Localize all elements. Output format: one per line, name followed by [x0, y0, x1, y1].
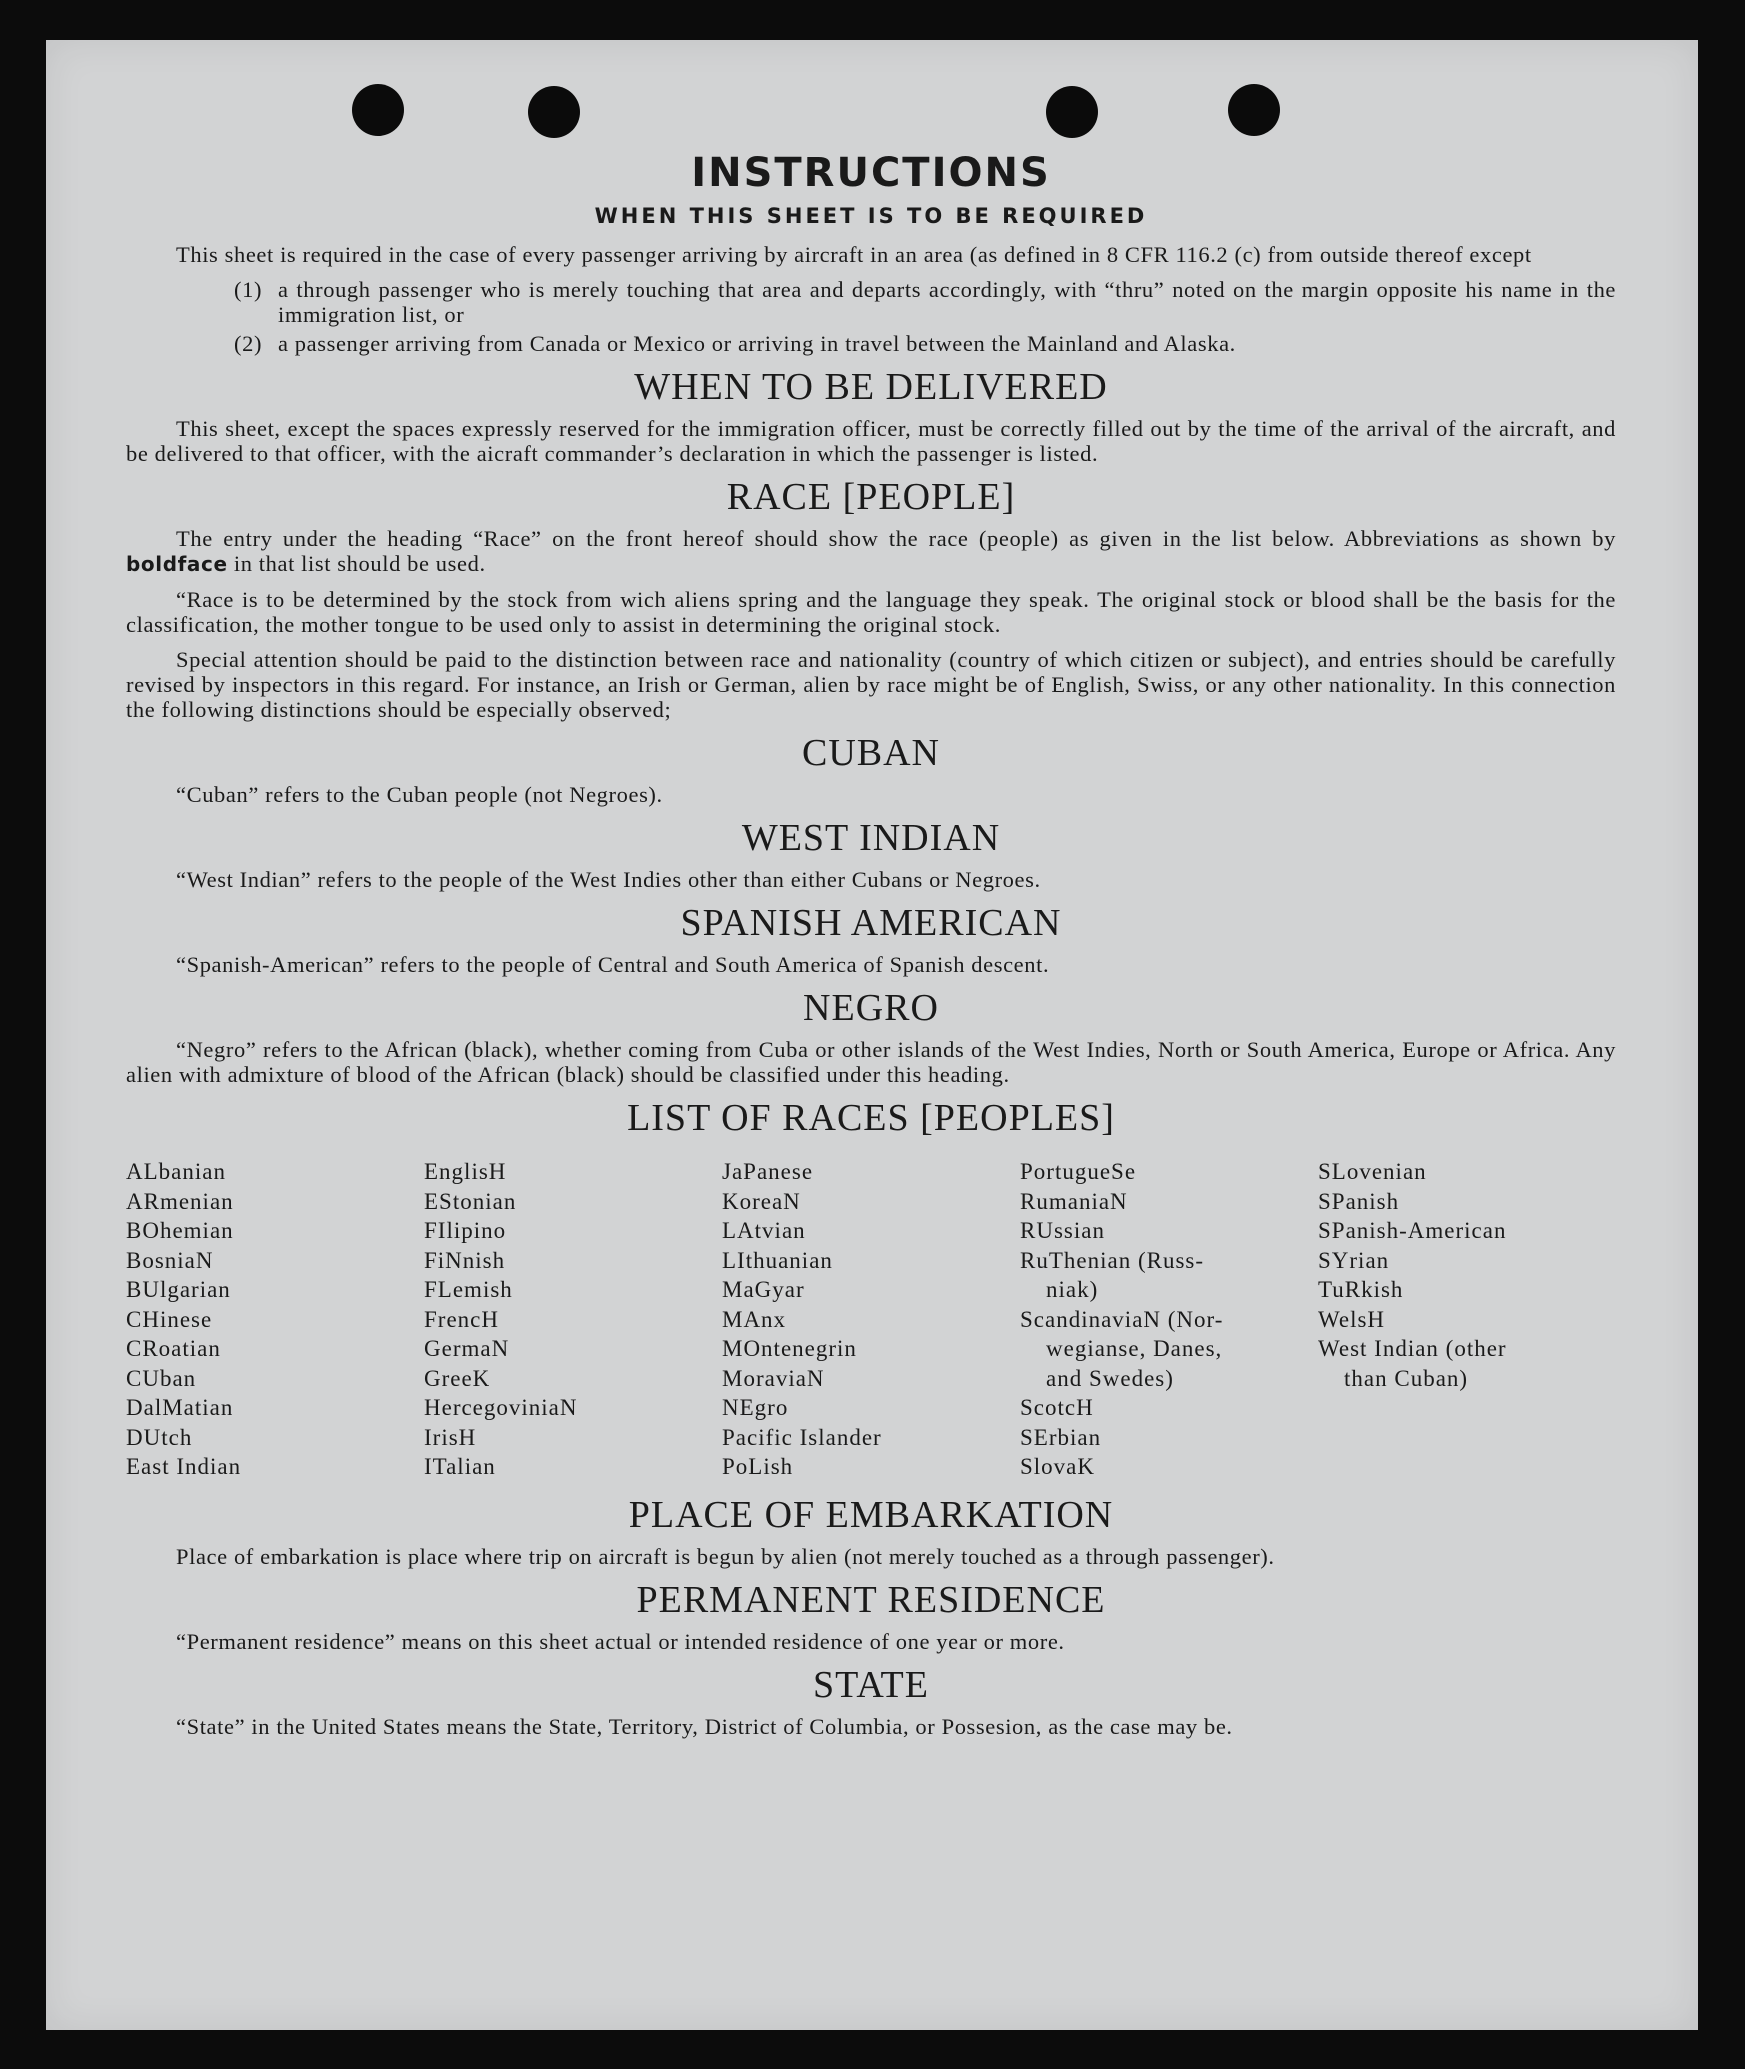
- spanish-american-text: “Spanish-American” refers to the people of Central and South America of Spanish descent.: [176, 952, 1050, 977]
- page-subtitle: WHEN THIS SHEET IS TO BE REQUIRED: [594, 204, 1148, 228]
- race-entry: SPanish: [1318, 1188, 1400, 1214]
- race-entry: BosniaN: [126, 1247, 214, 1273]
- race-entry: ALbanian: [126, 1159, 226, 1184]
- race-entry: RuThenian (Russ-: [1020, 1247, 1205, 1273]
- section-heading-cuban: CUBAN: [801, 732, 941, 774]
- exception-item: [234, 277, 1616, 327]
- negro-text: “Negro” refers to the African (black), whether coming from Cuba or other islands of the West Indies, North or South America, Europe or Africa. Any alien with admixture of blood of the African (black) should be classified under this heading.: [126, 1037, 1616, 1087]
- race-paragraph-1: [126, 526, 1616, 577]
- race-entry: ARmenian: [126, 1188, 234, 1214]
- race-entry: SPanish-American: [1318, 1218, 1507, 1243]
- race-entry: FLemish: [424, 1277, 513, 1302]
- race-entry: EnglisH: [424, 1159, 507, 1184]
- race-entry: CRoatian: [126, 1336, 221, 1361]
- exception-number: (1): [234, 277, 263, 302]
- race-p1-end: in that list should be used.: [227, 551, 486, 576]
- race-entry: JaPanese: [722, 1159, 814, 1184]
- page-title: INSTRUCTIONS: [691, 150, 1051, 196]
- race-entry: LIthuanian: [722, 1247, 833, 1273]
- race-entry: Pacific Islander: [722, 1424, 882, 1450]
- race-entry: FiNnish: [424, 1247, 506, 1273]
- section-heading-west-indian: WEST INDIAN: [741, 817, 1001, 859]
- race-entry: GreeK: [424, 1365, 491, 1391]
- instructions-content: [126, 150, 1616, 1749]
- race-entry: SErbian: [1020, 1424, 1102, 1450]
- race-entry: MOntenegrin: [722, 1336, 857, 1361]
- race-entry: PoLish: [722, 1454, 794, 1479]
- race-entry: DalMatian: [126, 1395, 234, 1420]
- section-heading-residence: PERMANENT RESIDENCE: [636, 1578, 1106, 1621]
- race-entry: SlovaK: [1020, 1454, 1095, 1479]
- race-entry: RUssian: [1020, 1218, 1105, 1243]
- race-entry: MoraviaN: [722, 1365, 825, 1391]
- exception-text: a passenger arriving from Canada or Mexico or arriving in travel between the Mainland and Alaska.: [278, 331, 1236, 356]
- west-indian-text: “West Indian” refers to the people of the West Indies other than either Cubans or Negroes.: [176, 867, 1041, 892]
- race-p1-bold: boldface: [126, 552, 228, 576]
- race-entry: ScandinaviaN (Nor-: [1020, 1306, 1224, 1332]
- races-column: [126, 1157, 424, 1482]
- race-entry: niak): [1046, 1277, 1099, 1302]
- race-entry: SYrian: [1318, 1247, 1390, 1273]
- race-entry: BOhemian: [126, 1218, 234, 1243]
- race-entry: West Indian (other: [1318, 1336, 1507, 1361]
- section-heading-embarkation: PLACE OF EMBARKATION: [628, 1493, 1114, 1536]
- section-heading-state: STATE: [813, 1663, 929, 1706]
- race-entry: GermaN: [424, 1336, 510, 1361]
- race-entry: RumaniaN: [1020, 1188, 1128, 1214]
- race-entry: SLovenian: [1318, 1159, 1427, 1184]
- punch-hole: [352, 84, 404, 136]
- exception-text: a through passenger who is merely touching that area and departs accordingly, with “thru” noted on the margin opposite his name in the immigration list, or: [278, 277, 1616, 327]
- punch-hole: [528, 86, 580, 138]
- race-entry: BUlgarian: [126, 1277, 231, 1302]
- section-heading-delivered: WHEN TO BE DELIVERED: [634, 366, 1108, 408]
- race-entry: CHinese: [126, 1306, 213, 1332]
- embarkation-text: Place of embarkation is place where trip on aircraft is begun by alien (not merely touched as a through passenger).: [176, 1543, 1275, 1569]
- race-entry: NEgro: [722, 1395, 789, 1420]
- race-entry: ScotcH: [1020, 1395, 1094, 1420]
- race-entry: CUban: [126, 1365, 197, 1391]
- punch-hole: [1046, 86, 1098, 138]
- race-entry: and Swedes): [1046, 1365, 1174, 1391]
- delivered-text: This sheet, except the spaces expressly reserved for the immigration officer, must be correctly filled out by the time of the arrival of the aircraft, and be delivered to that officer, with the aicraft commander’s declaration in which the passenger is listed.: [126, 416, 1616, 466]
- race-entry: MAnx: [722, 1306, 787, 1332]
- race-entry: MaGyar: [722, 1277, 805, 1302]
- cuban-text: “Cuban” refers to the Cuban people (not Negroes).: [176, 782, 663, 807]
- race-entry: KoreaN: [722, 1188, 801, 1214]
- race-entry: WelsH: [1318, 1306, 1386, 1332]
- races-column: [1020, 1157, 1318, 1482]
- section-heading-race: RACE [PEOPLE]: [726, 476, 1016, 518]
- race-entry: FrencH: [424, 1306, 499, 1332]
- race-entry: wegianse, Danes,: [1046, 1336, 1223, 1361]
- residence-text: “Permanent residence” means on this sheet actual or intended residence of one year or more.: [176, 1628, 1065, 1654]
- race-entry: ITalian: [424, 1454, 496, 1479]
- races-column: [424, 1157, 722, 1482]
- race-entry: LAtvian: [722, 1218, 806, 1243]
- exception-number: (2): [234, 331, 263, 356]
- race-paragraph-3: Special attention should be paid to the distinction between race and nationality (country of which citizen or subject), and entries should be carefully revised by inspectors in this regard. For instance, an Irish or German, alien by race might be of English, Swiss, or any other nationality. In this connection the following distinctions should be especially observed;: [126, 647, 1616, 722]
- section-heading-negro: NEGRO: [803, 987, 939, 1029]
- race-entry: TuRkish: [1318, 1277, 1404, 1302]
- races-column: [1318, 1157, 1616, 1482]
- state-text: “State” in the United States means the State, Territory, District of Columbia, or Possesion, as the case may be.: [176, 1713, 1233, 1739]
- section-heading-spanish-american: SPANISH AMERICAN: [680, 902, 1062, 944]
- race-entry: than Cuban): [1344, 1365, 1469, 1391]
- races-column: [722, 1157, 1020, 1482]
- race-entry: DUtch: [126, 1424, 193, 1450]
- document-sheet: [46, 40, 1698, 2030]
- punch-hole: [1228, 84, 1280, 136]
- required-intro: This sheet is required in the case of every passenger arriving by aircraft in an area (as defined in 8 CFR 116.2 (c) from outside thereof except: [176, 242, 1532, 267]
- race-entry: PortugueSe: [1020, 1159, 1137, 1184]
- exception-item: [234, 331, 1616, 356]
- races-list: [126, 1157, 1616, 1482]
- race-entry: EStonian: [424, 1188, 517, 1214]
- race-p1-start: The entry under the heading “Race” on the front hereof should show the race (people) as given in the list below. Abbreviations as shown by: [176, 526, 1616, 551]
- race-entry: IrisH: [424, 1424, 477, 1450]
- race-entry: HercegoviniaN: [424, 1395, 578, 1420]
- race-paragraph-2: “Race is to be determined by the stock from wich aliens spring and the language they speak. The original stock or blood shall be the basis for the classification, the mother tongue to be used only to assist in determining the original stock.: [126, 587, 1616, 637]
- race-entry: East Indian: [126, 1454, 242, 1479]
- section-heading-list-of-races: LIST OF RACES [PEOPLES]: [627, 1097, 1115, 1139]
- race-entry: FIlipino: [424, 1218, 507, 1243]
